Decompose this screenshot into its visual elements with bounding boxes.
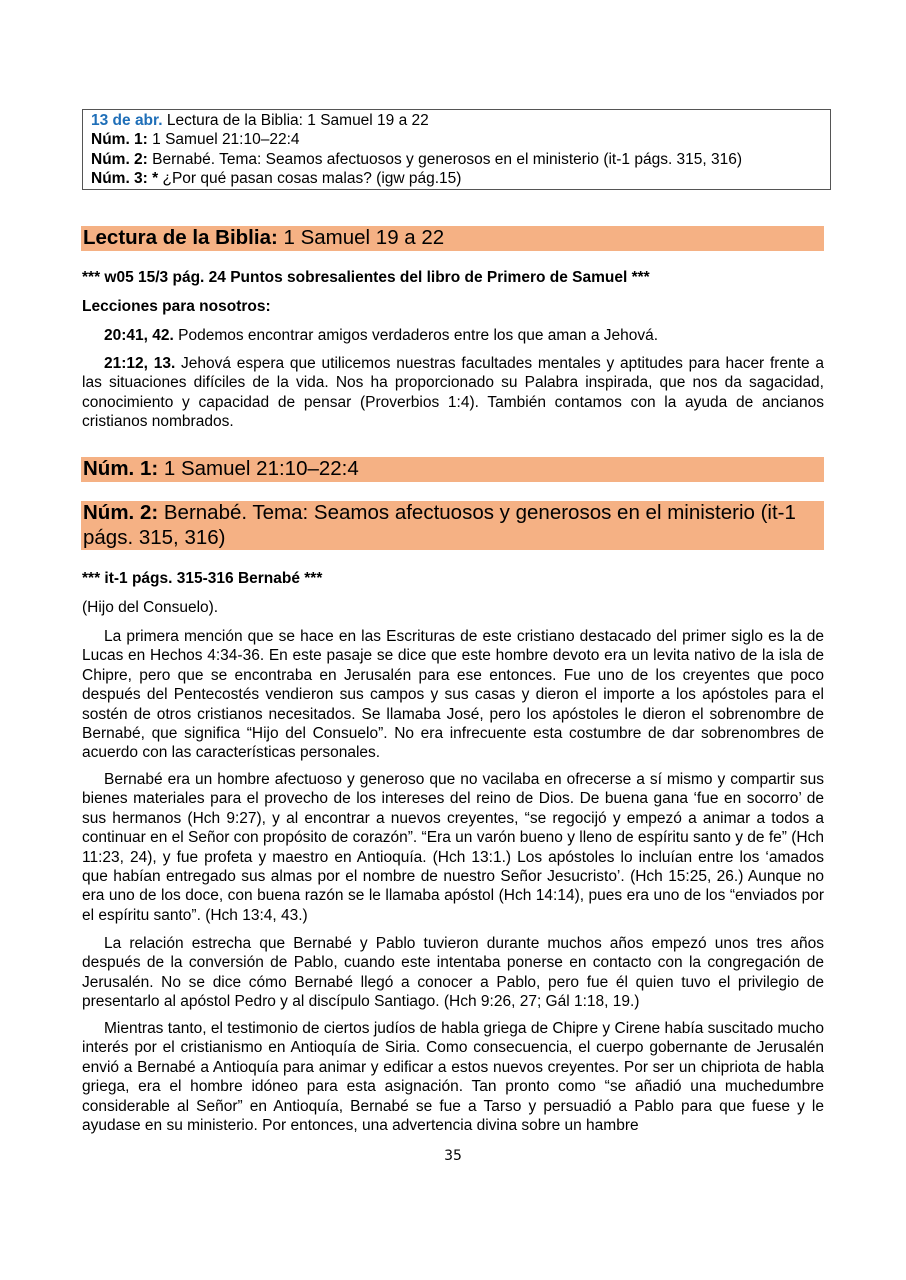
schedule-num2-text: Bernabé. Tema: Seamos afectuosos y generosos en el ministerio (it-1 págs. 315, 316): [147, 150, 743, 168]
schedule-box: [82, 109, 831, 190]
section-heading-num2-text: Bernabé. Tema: Seamos afectuosos y generosos en el ministerio (it-1 págs. 315, 316): [83, 501, 796, 549]
section-heading-num2: [81, 501, 824, 550]
section-heading-reading-label: Lectura de la Biblia:: [83, 226, 278, 249]
schedule-num2-label: Núm. 2:: [91, 150, 148, 168]
schedule-line-reading: [91, 111, 822, 130]
section-heading-reading-text: 1 Samuel 19 a 22: [277, 226, 445, 249]
bernabe-subtitle: (Hijo del Consuelo).: [82, 599, 219, 616]
lesson-item-1: [82, 326, 824, 345]
bernabe-paragraph-2: Bernabé era un hombre afectuoso y generoso que no vacilaba en ofrecerse a sí mismo y compartir sus bienes materiales para el provecho de los intereses del reino de Dios. De buena gana ‘fue en socorro’ de sus hermanos (Hch 9:27), y al encontrar a nuevos creyentes, “se regocijó y empezó a animar a todos a continuar en el Señor con propósito de corazón”. “Era un varón bueno y lleno de espíritu santo y de fe” (Hch 11:23, 24), y fue profeta y maestro en Antioquía. (Hch 13:1.) Los apóstoles lo incluían entre los ‘amados que habían entregado sus almas por el nombre de nuestro Señor Jesucristo’. (Hch 15:25, 26.) Aunque no era uno de los doce, con buena razón se le llamaba apóstol (Hch 14:14), pues era uno de los “enviados por el espíritu santo”. (Hch 13:4, 43.): [82, 771, 824, 924]
lesson-item-2: [82, 354, 824, 432]
section-heading-num1-label: Núm. 1:: [83, 457, 159, 480]
lesson-item-2-text: Jehová espera que utilicemos nuestras facultades mentales y aptitudes para hacer frente a las situaciones difíciles de la vida. Nos ha proporcionado su Palabra inspirada, que nos da sagacidad, conocimiento y capacidad de pensar (Proverbios 1:4). También contamos con la ayuda de ancianos cristianos nombrados.: [82, 355, 824, 431]
schedule-num1-text: 1 Samuel 21:10–22:4: [147, 131, 300, 149]
bernabe-paragraph-3: La relación estrecha que Bernabé y Pablo tuvieron durante muchos años empezó unos tres años después de la conversión de Pablo, cuando este intentaba ponerse en contacto con la congregación de Jerusalén. No se dice cómo Bernabé llegó a conocer a Pablo, pero fue él quien tuvo el privilegio de presentarlo al apóstol Pedro y al discípulo Santiago. (Hch 9:26, 27; Gál 1:18, 19.): [82, 935, 824, 1011]
schedule-num3-text: ¿Por qué pasan cosas malas? (igw pág.15): [158, 169, 462, 187]
page-number: 35: [444, 1148, 462, 1164]
reading-source: *** w05 15/3 pág. 24 Puntos sobresalientes del libro de Primero de Samuel ***: [82, 269, 650, 286]
section-heading-num1-text: 1 Samuel 21:10–22:4: [158, 457, 359, 480]
schedule-date: 13 de abr.: [91, 112, 163, 129]
bernabe-paragraph-1: La primera mención que se hace en las Escrituras de este cristiano destacado del primer siglo es la de Lucas en Hechos 4:34-36. En este pasaje se dice que este hombre devoto era un levita nativo de la isla de Chipre, pero que se encontraba en Jerusalén para ese entonces. Fue uno de los creyentes que poco después del Pentecostés vendieron sus campos y sus casas y dieron el importe a los apóstoles para el sostén de otros cristianos necesitados. Se llamaba José, pero los apóstoles le dieron el sobrenombre de Bernabé, que significa “Hijo del Consuelo”. No era infrecuente esta costumbre de dar sobrenombres de acuerdo con las características personales.: [82, 628, 824, 762]
schedule-num1-label: Núm. 1:: [91, 131, 148, 149]
section-heading-num2-label: Núm. 2:: [83, 501, 159, 524]
schedule-reading: Lectura de la Biblia: 1 Samuel 19 a 22: [162, 112, 429, 129]
section-heading-reading: [81, 226, 824, 251]
schedule-line-num1: [91, 130, 822, 149]
schedule-line-num2: [91, 150, 822, 169]
bernabe-paragraph-4: Mientras tanto, el testimonio de ciertos judíos de habla griega de Chipre y Cirene había suscitado mucho interés por el cristianismo en Antioquía de Siria. Como consecuencia, el cuerpo gobernante de Jerusalén envió a Bernabé a Antioquía para animar y edificar a estos nuevos creyentes. Por ser un chipriota de habla griega, era el hombre idóneo para esta asignación. Tan pronto como “se añadió una muchedumbre considerable al Señor” en Antioquía, Bernabé se fue a Tarso y persuadió a Pablo para que fuese y le ayudase en su ministerio. Por entonces, una advertencia divina sobre un hambre: [82, 1020, 824, 1135]
lesson-item-1-text: Podemos encontrar amigos verdaderos entre los que aman a Jehová.: [173, 327, 659, 344]
lessons-heading: Lecciones para nosotros:: [82, 298, 271, 315]
section-heading-num1: [81, 457, 824, 482]
schedule-num3-label: Núm. 3: *: [91, 169, 159, 187]
lesson-item-1-ref: 20:41, 42.: [104, 327, 174, 344]
lesson-item-2-ref: 21:12, 13.: [104, 355, 176, 372]
bernabe-source: *** it-1 págs. 315-316 Bernabé ***: [82, 570, 323, 587]
schedule-line-num3: [91, 169, 822, 188]
